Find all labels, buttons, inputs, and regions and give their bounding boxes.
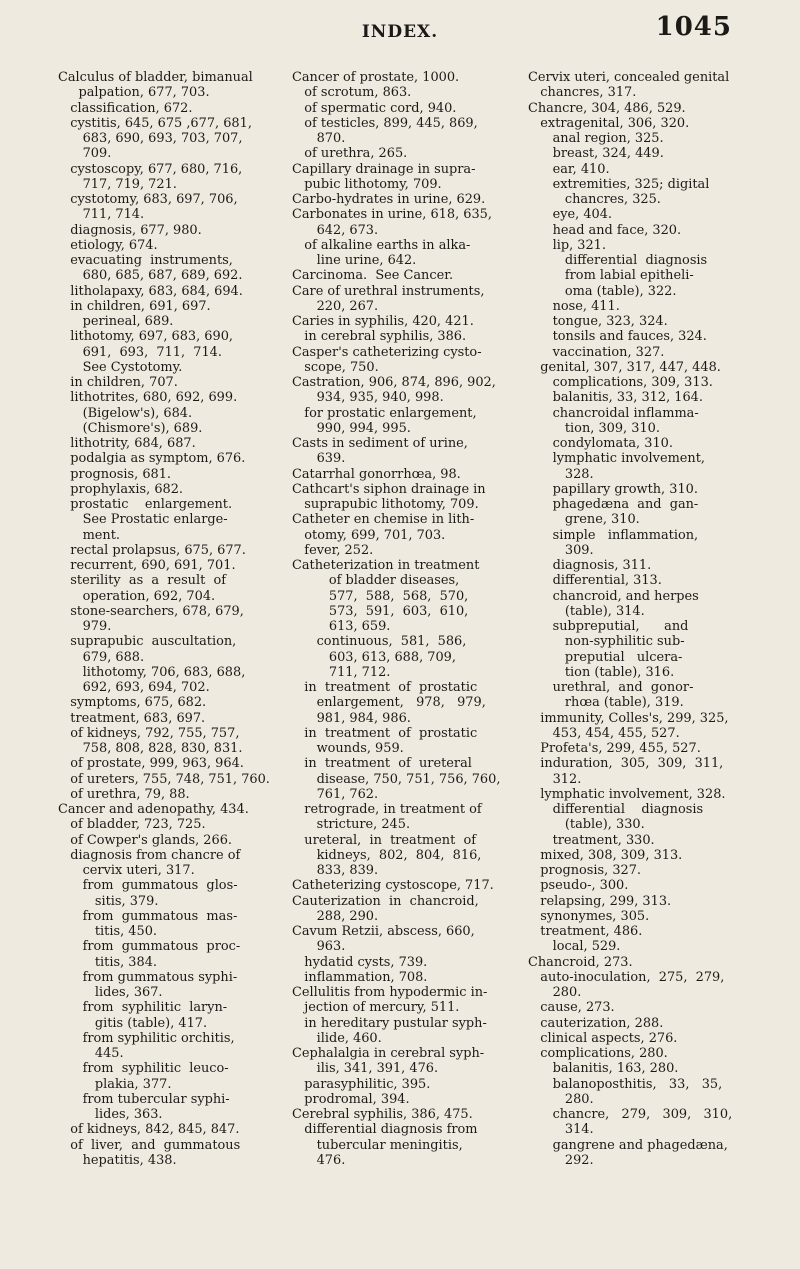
index-line: Cavum Retzii, abscess, 660,	[292, 924, 475, 939]
index-line: of bladder, 723, 725.	[58, 817, 206, 833]
index-line: 679, 688.	[58, 649, 145, 665]
index-line: lides, 363.	[58, 1107, 163, 1122]
index-line: disease, 750, 751, 756, 760,	[292, 771, 501, 787]
index-line: in children, 691, 697.	[58, 298, 211, 314]
index-line: Chancre, 304, 486, 529.	[528, 100, 686, 116]
index-line: prognosis, 327.	[528, 863, 642, 878]
index-line: lymphatic involvement,	[528, 451, 706, 467]
index-line: tonsils and fauces, 324.	[528, 329, 707, 345]
index-line: cause, 273.	[528, 1000, 615, 1016]
index-line: lides, 367.	[58, 985, 163, 1000]
index-line: differential diagnosis	[528, 253, 708, 268]
index-line: lymphatic involvement, 328.	[528, 786, 726, 802]
index-line: ment.	[58, 527, 121, 543]
index-line: treatment, 330.	[528, 832, 655, 848]
index-line: perineal, 689.	[58, 314, 174, 329]
index-line: tion (table), 316.	[528, 664, 675, 680]
index-line: plakia, 377.	[58, 1076, 172, 1092]
index-line: treatment, 683, 697.	[58, 710, 206, 726]
index-line: complications, 309, 313.	[528, 375, 713, 390]
index-line: enlargement, 978, 979,	[292, 695, 486, 711]
index-column-right	[528, 70, 760, 1168]
index-line: 453, 454, 455, 527.	[528, 725, 680, 741]
index-line: chancroid, and herpes	[528, 588, 699, 604]
index-line: retrograde, in treatment of	[292, 802, 482, 817]
index-line: 220, 267.	[292, 298, 379, 314]
index-line: balanoposthitis, 33, 35,	[528, 1076, 723, 1092]
index-line: of kidneys, 842, 845, 847.	[58, 1122, 240, 1138]
index-line: treatment, 486.	[528, 924, 643, 939]
index-line: 312.	[528, 771, 582, 787]
index-line: gitis (table), 417.	[58, 1015, 208, 1031]
index-line: lithotomy, 697, 683, 690,	[58, 329, 234, 345]
index-line: extragenital, 306, 320.	[528, 115, 690, 131]
index-line: sterility as a result of	[58, 573, 227, 589]
index-line: synonymes, 305.	[528, 908, 650, 924]
index-line: titis, 384.	[58, 954, 157, 970]
index-line: 934, 935, 940, 998.	[292, 390, 444, 406]
index-line: 691, 693, 711, 714.	[58, 344, 222, 360]
index-line: (table), 314.	[528, 603, 645, 619]
index-line: lithotomy, 706, 683, 688,	[58, 664, 246, 680]
index-line: rhœa (table), 319.	[528, 695, 684, 711]
index-line: otomy, 699, 701, 703.	[292, 527, 446, 543]
index-line: hydatid cysts, 739.	[292, 954, 428, 970]
index-line: 870.	[292, 131, 346, 146]
index-line: prognosis, 681.	[58, 466, 172, 482]
index-line: recurrent, 690, 691, 701.	[58, 558, 236, 573]
index-line: of alkaline earths in alka-	[292, 237, 471, 253]
running-title: INDEX.	[361, 22, 439, 42]
index-line: ear, 410.	[528, 161, 610, 177]
index-line: 309.	[528, 542, 594, 558]
index-line: ilide, 460.	[292, 1030, 382, 1046]
index-line: Cathcart's siphon drainage in	[292, 481, 486, 497]
index-line: from gummatous mas-	[58, 908, 238, 924]
index-line: mixed, 308, 309, 313.	[528, 847, 683, 863]
index-line: lithotrites, 680, 692, 699.	[58, 390, 238, 406]
index-line: eye, 404.	[528, 207, 613, 223]
index-line: 963.	[292, 939, 346, 955]
index-line: of urethra, 265.	[292, 146, 408, 162]
index-line: Carbo-hydrates in urine, 629.	[292, 192, 486, 207]
index-line: of testicles, 899, 445, 869,	[292, 115, 478, 131]
index-line: of bladder diseases,	[292, 573, 460, 589]
index-line: in cerebral syphilis, 386.	[292, 329, 467, 345]
index-line: 717, 719, 721.	[58, 176, 177, 192]
index-line: lip, 321.	[528, 237, 606, 253]
index-line: breast, 324, 449.	[528, 146, 664, 162]
index-line: fever, 252.	[292, 542, 374, 558]
index-line: 577, 588, 568, 570,	[292, 588, 469, 604]
index-line: Catarrhal gonorrhœa, 98.	[292, 466, 461, 482]
index-line: stone-searchers, 678, 679,	[58, 603, 244, 619]
index-line: Carcinoma. See Cancer.	[292, 268, 454, 284]
index-line: vaccination, 327.	[528, 344, 665, 360]
index-line: Casts in sediment of urine,	[292, 436, 468, 451]
index-line: See Cystotomy.	[58, 359, 183, 375]
index-line: 692, 693, 694, 702.	[58, 680, 210, 695]
index-line: jection of mercury, 511.	[292, 1000, 460, 1016]
index-line: from tubercular syphi-	[58, 1091, 230, 1107]
index-line: in children, 707.	[58, 375, 178, 390]
index-line: diagnosis, 311.	[528, 558, 652, 573]
index-line: parasyphilitic, 395.	[292, 1076, 431, 1092]
index-line: suprapubic auscultation,	[58, 634, 237, 650]
index-line: line urine, 642.	[292, 253, 417, 268]
index-line: Cervix uteri, concealed genital	[528, 70, 730, 85]
index-line: (Chismore's), 689.	[58, 420, 203, 436]
index-line: Castration, 906, 874, 896, 902,	[292, 375, 496, 390]
index-line: 280.	[528, 985, 582, 1000]
index-line: Catheterizing cystoscope, 717.	[292, 878, 494, 894]
index-line: of scrotum, 863.	[292, 85, 412, 101]
index-line: 979.	[58, 619, 112, 634]
index-line: suprapubic lithotomy, 709.	[292, 497, 479, 512]
index-line: of liver, and gummatous	[58, 1137, 241, 1153]
index-line: Care of urethral instruments,	[292, 283, 485, 299]
index-line: ureteral, in treatment of	[292, 832, 476, 848]
index-line: wounds, 959.	[292, 741, 404, 756]
index-line: head and face, 320.	[528, 222, 682, 238]
index-line: operation, 692, 704.	[58, 588, 216, 604]
index-line: See Prostatic enlarge-	[58, 512, 228, 528]
index-line: cystoscopy, 677, 680, 716,	[58, 161, 243, 177]
index-line: differential diagnosis from	[292, 1122, 478, 1138]
index-line: 314.	[528, 1122, 594, 1138]
index-line: chancres, 325.	[528, 192, 661, 207]
index-line: 683, 690, 693, 703, 707,	[58, 131, 243, 146]
index-line: 476.	[292, 1152, 346, 1168]
index-line: differential, 313.	[528, 573, 662, 589]
index-line: etiology, 674.	[58, 237, 158, 253]
index-line: (Bigelow's), 684.	[58, 405, 193, 421]
index-line: anal region, 325.	[528, 131, 664, 146]
index-line: of ureters, 755, 748, 751, 760.	[58, 771, 270, 787]
index-line: 711, 712.	[292, 664, 391, 680]
index-line: for prostatic enlargement,	[292, 405, 477, 421]
index-line: phagedæna and gan-	[528, 497, 699, 512]
index-line: from syphilitic leuco-	[58, 1061, 229, 1077]
index-line: cystitis, 645, 675 ,677, 681,	[58, 115, 252, 131]
index-line: from syphilitic laryn-	[58, 1000, 228, 1016]
index-line: cauterization, 288.	[528, 1015, 664, 1031]
index-line: of spermatic cord, 940.	[292, 100, 457, 116]
index-line: induration, 305, 309, 311,	[528, 756, 724, 772]
index-line: from gummatous glos-	[58, 878, 238, 894]
index-line: Profeta's, 299, 455, 527.	[528, 741, 701, 756]
index-line: 758, 808, 828, 830, 831.	[58, 741, 243, 756]
index-line: scope, 750.	[292, 359, 379, 375]
index-line: local, 529.	[528, 939, 621, 955]
index-line: 288, 290.	[292, 908, 379, 924]
index-line: 573, 591, 603, 610,	[292, 603, 469, 619]
index-line: 280.	[528, 1091, 594, 1107]
index-line: symptoms, 675, 682.	[58, 695, 207, 711]
index-line: 639.	[292, 451, 346, 467]
index-line: titis, 450.	[58, 924, 157, 939]
index-line: kidneys, 802, 804, 816,	[292, 847, 482, 863]
index-line: 445.	[58, 1046, 124, 1061]
index-line: pubic lithotomy, 709.	[292, 176, 442, 192]
index-line: immunity, Colles's, 299, 325,	[528, 710, 729, 726]
index-line: from syphilitic orchitis,	[58, 1030, 235, 1046]
index-line: from gummatous syphi-	[58, 969, 238, 985]
index-line: litholapaxy, 683, 684, 694.	[58, 283, 243, 299]
index-line: from labial epitheli-	[528, 268, 694, 284]
index-line: oma (table), 322.	[528, 283, 677, 299]
index-line: non-syphilitic sub-	[528, 634, 685, 650]
index-line: in treatment of prostatic	[292, 725, 478, 741]
index-line: 642, 673.	[292, 222, 379, 238]
index-line: complications, 280.	[528, 1046, 668, 1061]
index-line: prophylaxis, 682.	[58, 481, 184, 497]
index-line: 981, 984, 986.	[292, 710, 411, 726]
index-column-left	[58, 70, 290, 1168]
index-line: rectal prolapsus, 675, 677.	[58, 542, 246, 558]
index-line: hepatitis, 438.	[58, 1152, 177, 1168]
index-line: prodromal, 394.	[292, 1091, 410, 1107]
index-line: Caries in syphilis, 420, 421.	[292, 314, 474, 329]
index-line: Cellulitis from hypodermic in-	[292, 985, 488, 1000]
index-line: differential diagnosis	[528, 802, 704, 817]
index-line: genital, 307, 317, 447, 448.	[528, 359, 721, 375]
index-line: 761, 762.	[292, 786, 379, 802]
index-line: inflammation, 708.	[292, 969, 428, 985]
index-line: Catheter en chemise in lith-	[292, 512, 475, 528]
index-line: papillary growth, 310.	[528, 481, 698, 497]
index-line: of prostate, 999, 963, 964.	[58, 756, 244, 772]
index-line: cystotomy, 683, 697, 706,	[58, 192, 238, 207]
index-line: in treatment of ureteral	[292, 756, 472, 772]
index-line: palpation, 677, 703.	[58, 85, 210, 101]
index-line: balanitis, 33, 312, 164.	[528, 390, 703, 406]
index-line: evacuating instruments,	[58, 253, 233, 268]
index-line: Calculus of bladder, bimanual	[58, 70, 253, 85]
index-line: Cancer and adenopathy, 434.	[58, 802, 249, 817]
index-line: subpreputial, and	[528, 619, 689, 634]
index-line: Cephalalgia in cerebral syph-	[292, 1046, 485, 1061]
index-line: 292.	[528, 1152, 594, 1168]
index-line: urethral, and gonor-	[528, 680, 694, 695]
index-line: Chancroid, 273.	[528, 954, 633, 970]
index-line: ilis, 341, 391, 476.	[292, 1061, 439, 1077]
index-line: 711, 714.	[58, 207, 145, 223]
index-line: 613, 659.	[292, 619, 391, 634]
index-line: tion, 309, 310.	[528, 420, 660, 436]
index-line: 603, 613, 688, 709,	[292, 649, 456, 665]
index-line: 990, 994, 995.	[292, 420, 411, 436]
index-line: tubercular meningitis,	[292, 1137, 463, 1153]
index-line: cervix uteri, 317.	[58, 863, 195, 878]
index-line: stricture, 245.	[292, 817, 411, 833]
index-line: podalgia as symptom, 676.	[58, 451, 246, 467]
index-line: simple inflammation,	[528, 527, 699, 543]
index-line: 833, 839.	[292, 863, 379, 878]
index-line: condylomata, 310.	[528, 436, 673, 451]
page-number: 1045	[655, 12, 732, 42]
index-line: of urethra, 79, 88.	[58, 786, 190, 802]
index-line: sitis, 379.	[58, 893, 159, 909]
index-line: continuous, 581, 586,	[292, 634, 467, 650]
index-line: in treatment of prostatic	[292, 680, 478, 695]
index-line: grene, 310.	[528, 512, 640, 528]
index-line: classification, 672.	[58, 100, 193, 116]
index-line: (table), 330.	[528, 817, 645, 833]
index-line: nose, 411.	[528, 298, 620, 314]
index-line: balanitis, 163, 280.	[528, 1061, 679, 1077]
index-column-middle	[292, 70, 516, 1168]
index-line: Carbonates in urine, 618, 635,	[292, 207, 492, 223]
index-line: of Cowper's glands, 266.	[58, 832, 233, 848]
index-line: in hereditary pustular syph-	[292, 1015, 487, 1031]
index-line: extremities, 325; digital	[528, 176, 710, 192]
index-line: Catheterization in treatment	[292, 558, 480, 573]
index-line: from gummatous proc-	[58, 939, 241, 955]
index-line: tongue, 323, 324.	[528, 314, 668, 329]
index-line: clinical aspects, 276.	[528, 1030, 678, 1046]
index-line: Cerebral syphilis, 386, 475.	[292, 1107, 473, 1122]
index-line: preputial ulcera-	[528, 649, 683, 665]
index-line: Cauterization in chancroid,	[292, 893, 479, 909]
index-line: auto-inoculation, 275, 279,	[528, 969, 725, 985]
index-line: Capillary drainage in supra-	[292, 161, 476, 177]
index-line: 709.	[58, 146, 112, 162]
index-line: chancres, 317.	[528, 85, 637, 101]
index-line: of kidneys, 792, 755, 757,	[58, 725, 240, 741]
index-line: Casper's catheterizing cysto-	[292, 344, 482, 360]
index-line: lithotrity, 684, 687.	[58, 436, 196, 451]
index-line: 328.	[528, 466, 594, 482]
index-line: 680, 685, 687, 689, 692.	[58, 268, 243, 284]
index-line: chancroidal inflamma-	[528, 405, 699, 421]
index-line: relapsing, 299, 313.	[528, 893, 672, 909]
index-line: diagnosis, 677, 980.	[58, 222, 202, 238]
index-line: chancre, 279, 309, 310,	[528, 1107, 733, 1122]
index-line: gangrene and phagedæna,	[528, 1137, 728, 1153]
index-line: prostatic enlargement.	[58, 497, 233, 512]
index-line: diagnosis from chancre of	[58, 847, 241, 863]
index-line: pseudo-, 300.	[528, 878, 629, 894]
index-line: Cancer of prostate, 1000.	[292, 70, 460, 85]
